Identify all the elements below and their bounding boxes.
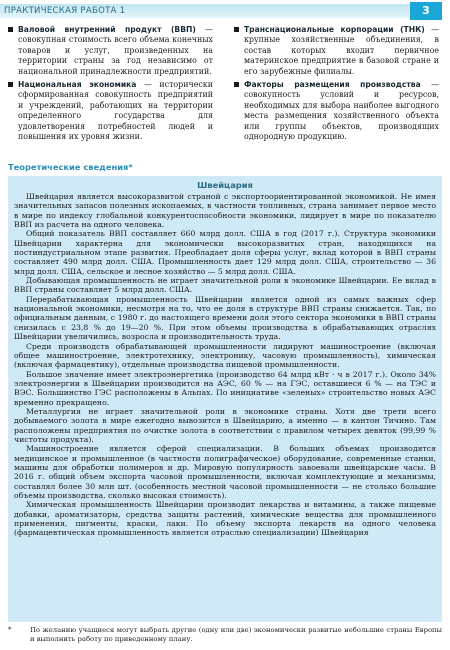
definitions-left-column — [8, 25, 213, 145]
definition-term: Факторы размещения производства — [244, 80, 421, 90]
definitions — [0, 25, 450, 155]
definition-location-factors — [234, 80, 439, 142]
paragraph: Швейцария является высокоразвитой страной с экспортоориентированной экономикой. Не имея значительных запасов полезных ископаемых, в частности топливных, страна занимает первое место в мире по индексу глобальной конкурентоспособности экономики, лидирует в мире по показателю ВВП из расчета на одного человека. — [14, 192, 436, 230]
bullet-square-icon — [234, 82, 239, 87]
definition-term: Валовой внутренний продукт (ВВП) — [18, 25, 196, 34]
definition-tnc — [234, 25, 439, 77]
bullet-square-icon — [234, 27, 239, 32]
definition-national-economy — [8, 80, 213, 142]
definition-text: — совокупность условий и ресурсов, необходимых для выбора наиболее выгодного места размещения хозяйственного объекта или группы объектов, производящих однородную продукцию. — [244, 80, 439, 142]
paragraph: Добывающая промышленность не играет значительной роли в экономике Швейцарии. Ее вклад в ВВП страны составляет 5 млрд долл. США. — [14, 276, 436, 295]
paragraph: Общий показатель ВВП составляет 660 млрд долл. США в год (2017 г.). Структура экономики Швейцарии характерна для экономически высокоразвитых стран, находящихся на постиндустриальном этапе развития. Преобладает доля сферы услуг, вклад которой в ВВП страны составляет 490 млрд долл. США. Промышленность дает 129 млрд долл. США, строительство — 36 млрд долл. США, сельское и лесное хозяйство — 5 млрд долл. США. — [14, 229, 436, 276]
switzerland-info-box — [8, 176, 442, 622]
definition-text: — исторически сформированная совокупность предприятий и учреждений, работающих на территории определенного государства для удовлетворения потребностей людей и повышения их уровня жизни. — [18, 80, 213, 142]
box-title: Швейцария — [197, 180, 253, 190]
page-header — [0, 0, 450, 20]
footnote-mark: * — [8, 626, 12, 634]
theory-heading: Теоретические сведения* — [8, 162, 133, 172]
box-text — [14, 192, 436, 538]
definition-text: — крупные хозяйственные объединения, в состав которых входит первичное материнское предприятие в базовой стране и его зарубежные филиалы. — [244, 25, 439, 76]
paragraph: Машиностроение является сферой специализации. В больших объемах производятся медицинское и промышленное (в частности полиграфическое) оборудование, современные станки, машины для обработки полимеров и др. Мировую популярность завоевали швейцарские часы. В 2016 г. общий объем экспорта часовой промышленности, включая комплектующие и механизмы, составлял более 30 млн шт. (особенность местной часовой промышленности — не столько большие объемы производства, сколько высокая стоимость). — [14, 444, 436, 500]
definition-term: Транснациональные корпорации (ТНК) — [244, 25, 425, 34]
definition-term: Национальная экономика — [18, 80, 137, 90]
definitions-right-column — [234, 25, 439, 145]
paragraph: Большое значение имеет электроэнергетика (производство 64 млрд кВт · ч в 2017 г.). Около 34% электроэнергии в Швейцарии производится на АЭС, 60 % — на ГЭС, оставшиеся 6 % — на ТЭС и ВЭС. Большинство ГЭС расположены в Альпах. По инициативе «зеленых» строительство новых АЭС временно прекращено. — [14, 369, 436, 407]
paragraph: Химическая промышленность Швейцарии производит лекарства и витамины, а также пищевые добавки, ароматизаторы, средства защиты растений, химические вещества для промышленного применения, пигменты, краски, лаки. По объему экспорта лекарств на одного человека (фармацевтическая промышленность является отраслью специализации) Швейцария — [14, 500, 436, 538]
bullet-square-icon — [8, 82, 13, 87]
page-number: 3 — [410, 2, 442, 20]
paragraph: Перерабатывающая промышленность Швейцарии является одной из самых важных сфер национальной экономики, несмотря на то, что ее доля в структуре ВВП страны снижается. Так, по официальным данным, с 1980 г. до настоящего времени доля этого сектора экономики в ВВП страны снизилась с 23,8 % до 19—20 %. При этом объемы производства в обрабатывающих отраслях Швейцарии увеличились, возросла и производительность труда. — [14, 294, 436, 342]
header-title: ПРАКТИЧЕСКАЯ РАБОТА 1 — [4, 6, 126, 16]
definition-text: — совокупная стоимость всего объема конечных товаров и услуг, произведенных на территории страны за год независимо от национальной принадлежности предприятий. — [18, 25, 214, 76]
definition-gdp — [8, 25, 213, 77]
paragraph: Среди производств обрабатывающей промышленности лидируют машиностроение (включая общее машиностроение, электротехнику, электронику, часовую промышленность), химическая (включая фармацевтику), отдельные производства пищевой промышленности. — [14, 341, 436, 370]
footnote-text: По желанию учащиеся могут выбрать другие (одну или две) экономически развитые небольшие страны Европы и выполнить работу по приведенному плану. — [30, 626, 442, 643]
bullet-square-icon — [8, 27, 13, 32]
paragraph: Металлургия не играет значительной роли в экономике страны. Хотя две трети всего добываемого золота в мире ежегодно вывозится в Швейцарию, а именно — в кантон Тичино. Там расположены предприятия по очистке золота в соответствии с правилом четырех девяток (99,99 % чистоты продукта). — [14, 406, 436, 444]
